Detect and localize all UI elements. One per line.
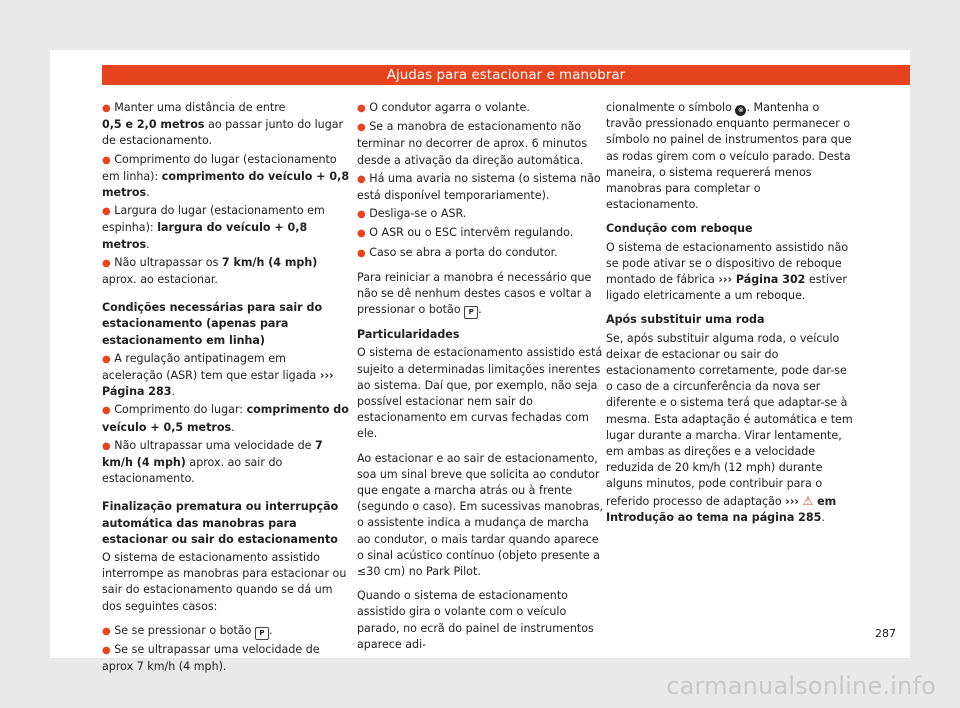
bullet-icon: ● (102, 625, 111, 637)
column-1 (102, 100, 350, 678)
subheading: Condução com reboque (606, 222, 753, 236)
list-item: ● Não ultrapassar os 7 km/h (4 mph) aprox. ao estacionar. (102, 255, 318, 287)
bullet-icon: ● (357, 247, 366, 259)
list-item: ● Há uma avaria no sistema (o sistema não está disponível temporariamente). (357, 171, 601, 203)
paragraph: Ao estacionar e ao sair de estacionamento, soa um sinal breve que solicita ao condutor que engate a marcha atrás ou à frente (segundo o caso). Em sucessivas manobras, o assistente indica a mudança de marcha ao condutor, o mais tardar quando aparece o sinal acústico contínuo (objeto presente a ≤30 cm) no Park Pilot. (357, 451, 604, 579)
page-number: 287 (875, 627, 896, 640)
list-item: ● O condutor agarra o volante. (357, 101, 530, 114)
bullet-icon: ● (102, 405, 111, 417)
page-link[interactable]: em Introdução ao tema na página 285 (606, 494, 837, 524)
page-link[interactable]: ››› Página 283 (102, 369, 334, 399)
bullet-icon: ● (102, 645, 111, 657)
list-item: ● A regulação antipatinagem em aceleração (ASR) tem que estar ligada ››› Página 283. (102, 351, 334, 399)
list-item: ● Se a manobra de estacionamento não terminar no decorrer de aprox. 6 minutos desde a ativação da direção automática. (357, 120, 588, 167)
bullet-icon: ● (357, 103, 366, 114)
bullet-icon: ● (357, 173, 366, 185)
column-3 (606, 100, 854, 534)
list-item: ● Não ultrapassar uma velocidade de 7 km/h (4 mph) aprox. ao sair do estacionamento. (102, 438, 323, 486)
subheading: Particularidades (357, 328, 460, 342)
subheading: Após substituir uma roda (606, 313, 765, 327)
park-assist-button-icon: P (464, 306, 478, 319)
paragraph: cionalmente o símbolo ⊗ . Mantenha o travão pressionado enquanto permanecer o símbolo no painel de instrumentos para que as rodas girem com o veículo parado. Desta maneira, o sistema requererá menos manobras para completar o estacionamento. (606, 101, 852, 212)
paragraph: Se, após substituir alguma roda, o veículo deixar de estacionar ou sair do estacionamento corretamente, pode dar-se o caso de a circunferência da nova ser diferente e o sistema terá que adaptar-se à mesma. Esta adaptação é automática e tem lugar durante a marcha. Virar lentamente, em ambas as direções e a velocidade reduzida de 20 km/h (12 mph) durante alguns minutos, pode contribuir para o referido processo de adaptação ››› ⚠ em Introdução ao tema na página 285. (606, 331, 853, 524)
paragraph: O sistema de estacionamento assistido interrompe as manobras para estacionar ou sair do estacionamento quando se dá um dos seguintes casos: (102, 551, 347, 613)
column-2 (357, 100, 605, 661)
watermark: carmanualsonline.info (666, 672, 936, 700)
bullet-icon: ● (357, 228, 366, 240)
bullet-icon: ● (102, 257, 111, 269)
list-item: ● Se se ultrapassar uma velocidade de aprox 7 km/h (4 mph). (102, 643, 320, 674)
bullet-icon: ● (102, 103, 111, 114)
park-assist-button-icon: P (255, 627, 269, 640)
bullet-icon: ● (102, 154, 111, 166)
paragraph: Quando o sistema de estacionamento assistido gira o volante com o veículo parado, no ecrã do painel de instrumentos aparece adi- (357, 589, 594, 651)
list-item: ● Caso se abra a porta do condutor. (357, 245, 558, 259)
list-item: ● Se se pressionar o botão P . (102, 623, 350, 640)
list-item: ● O ASR ou o ESC intervêm regulando. (357, 226, 574, 240)
bullet-icon: ● (357, 122, 366, 134)
list-item: ● Comprimento do lugar: comprimento do veículo + 0,5 metros. (102, 403, 349, 434)
list-item: ● Comprimento do lugar (estacionamento em linha): comprimento do veículo + 0,8 metros. (102, 152, 350, 200)
list-item: ● Desliga-se o ASR. (357, 207, 467, 221)
paragraph: O sistema de estacionamento assistido está sujeito a determinadas limitações inerentes ao sistema. Daí que, por exemplo, não seja possível estacionar nem sair do estacionamento em curvas fechadas com ele. (357, 346, 603, 441)
paragraph: Para reiniciar a manobra é necessário que não se dê nenhum destes casos e voltar a pressionar o botão P . (357, 270, 605, 319)
bullet-icon: ● (102, 206, 111, 218)
paragraph: O sistema de estacionamento assistido não se pode ativar se o dispositivo de reboque montado de fábrica ››› Página 302 estiver ligado eletricamente a um reboque. (606, 240, 849, 303)
brake-symbol-icon: ⊗ (735, 105, 746, 116)
subheading: Finalização prematura ou interrupção automática das manobras para estacionar ou sair do estacionamento (102, 500, 339, 546)
page-link[interactable]: ››› Página 302 (718, 273, 806, 287)
bullet-icon: ● (102, 440, 111, 452)
bullet-icon: ● (102, 353, 111, 365)
manual-page (50, 50, 910, 674)
warning-icon: ⚠ (802, 493, 814, 508)
section-header: Ajudas para estacionar e manobrar (102, 65, 910, 85)
subheading: Condições necessárias para sair do estacionamento (apenas para estacionamento em linha) (102, 301, 323, 347)
bullet-icon: ● (357, 209, 366, 221)
list-item: ● Manter uma distância de entre 0,5 e 2,0 metros ao passar junto do lugar de estacionamento. (102, 101, 344, 148)
list-item: ● Largura do lugar (estacionamento em espinha): largura do veículo + 0,8 metros. (102, 204, 325, 251)
